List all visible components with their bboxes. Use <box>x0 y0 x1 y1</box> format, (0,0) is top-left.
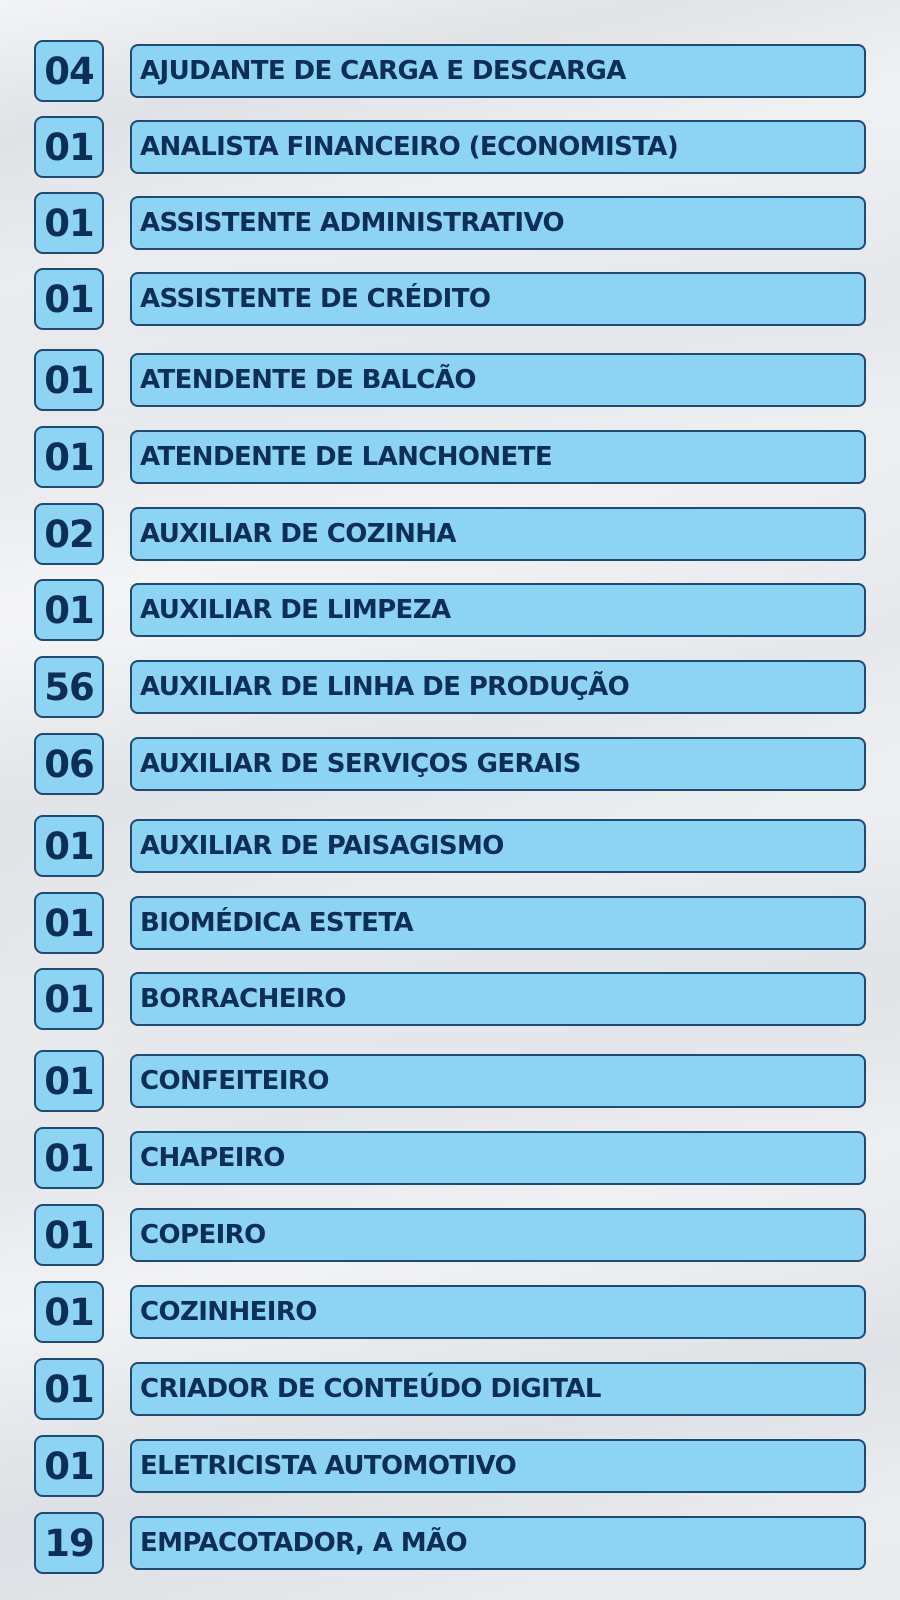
vacancy-count-badge: 01 <box>34 968 104 1030</box>
vacancy-count-badge: 01 <box>34 426 104 488</box>
vacancy-count-badge: 01 <box>34 1204 104 1266</box>
job-row <box>0 815 900 877</box>
job-row <box>0 1358 900 1420</box>
job-row <box>0 1512 900 1574</box>
job-title-bar: AUXILIAR DE PAISAGISMO <box>130 819 866 873</box>
job-title-bar: CRIADOR DE CONTEÚDO DIGITAL <box>130 1362 866 1416</box>
job-row <box>0 1435 900 1497</box>
job-title-bar: AUXILIAR DE COZINHA <box>130 507 866 561</box>
vacancy-count-badge: 01 <box>34 349 104 411</box>
job-title-bar: ANALISTA FINANCEIRO (ECONOMISTA) <box>130 120 866 174</box>
job-title-bar: ASSISTENTE DE CRÉDITO <box>130 272 866 326</box>
job-title-bar: ATENDENTE DE LANCHONETE <box>130 430 866 484</box>
job-row <box>0 656 900 718</box>
job-title-bar: ATENDENTE DE BALCÃO <box>130 353 866 407</box>
vacancy-count-badge: 01 <box>34 1050 104 1112</box>
vacancy-count-badge: 01 <box>34 815 104 877</box>
job-row <box>0 503 900 565</box>
job-title-bar: BIOMÉDICA ESTETA <box>130 896 866 950</box>
job-row <box>0 733 900 795</box>
job-row <box>0 1281 900 1343</box>
vacancy-count-badge: 01 <box>34 579 104 641</box>
job-title-bar: AUXILIAR DE LIMPEZA <box>130 583 866 637</box>
job-title-bar: EMPACOTADOR, A MÃO <box>130 1516 866 1570</box>
job-row <box>0 1127 900 1189</box>
job-title-bar: COPEIRO <box>130 1208 866 1262</box>
job-title-bar: ASSISTENTE ADMINISTRATIVO <box>130 196 866 250</box>
job-title-bar: AUXILIAR DE SERVIÇOS GERAIS <box>130 737 866 791</box>
vacancy-count-badge: 01 <box>34 116 104 178</box>
job-row <box>0 40 900 102</box>
vacancy-count-badge: 19 <box>34 1512 104 1574</box>
job-title-bar: AJUDANTE DE CARGA E DESCARGA <box>130 44 866 98</box>
job-title-bar: BORRACHEIRO <box>130 972 866 1026</box>
vacancy-count-badge: 01 <box>34 1281 104 1343</box>
job-title-bar: COZINHEIRO <box>130 1285 866 1339</box>
vacancy-count-badge: 01 <box>34 1358 104 1420</box>
vacancy-count-badge: 04 <box>34 40 104 102</box>
job-row <box>0 349 900 411</box>
job-row <box>0 192 900 254</box>
job-row <box>0 426 900 488</box>
job-row <box>0 268 900 330</box>
job-row <box>0 116 900 178</box>
vacancy-count-badge: 56 <box>34 656 104 718</box>
vacancy-count-badge: 06 <box>34 733 104 795</box>
job-row <box>0 579 900 641</box>
job-row <box>0 892 900 954</box>
vacancy-count-badge: 01 <box>34 892 104 954</box>
vacancy-count-badge: 02 <box>34 503 104 565</box>
vacancy-count-badge: 01 <box>34 192 104 254</box>
job-row <box>0 1204 900 1266</box>
job-title-bar: ELETRICISTA AUTOMOTIVO <box>130 1439 866 1493</box>
job-title-bar: CHAPEIRO <box>130 1131 866 1185</box>
vacancy-count-badge: 01 <box>34 1435 104 1497</box>
job-title-bar: AUXILIAR DE LINHA DE PRODUÇÃO <box>130 660 866 714</box>
vacancy-count-badge: 01 <box>34 268 104 330</box>
job-title-bar: CONFEITEIRO <box>130 1054 866 1108</box>
job-row <box>0 968 900 1030</box>
vacancy-count-badge: 01 <box>34 1127 104 1189</box>
job-row <box>0 1050 900 1112</box>
